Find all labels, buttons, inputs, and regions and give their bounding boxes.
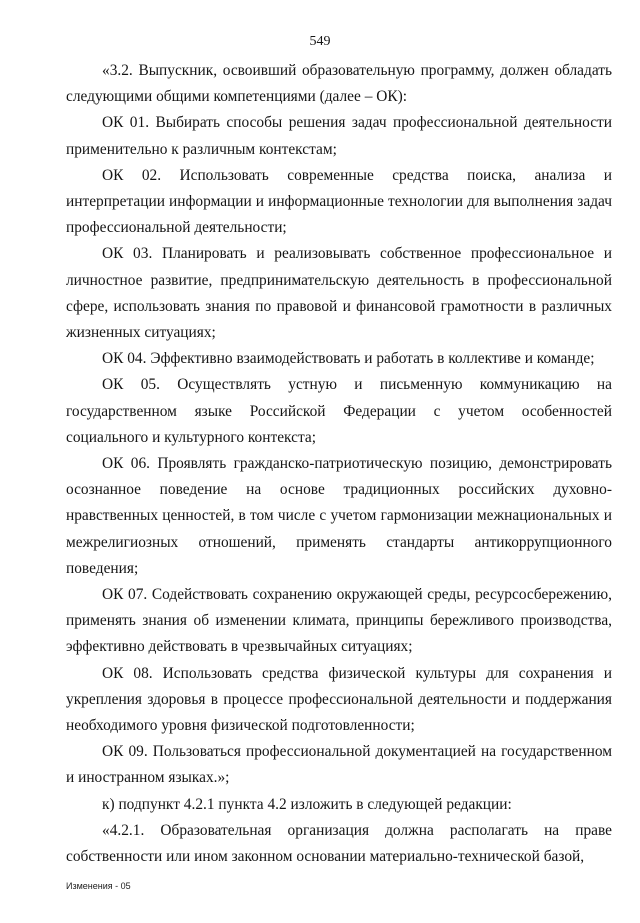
paragraph-intro: «3.2. Выпускник, освоивший образовательную программу, должен обладать следующими общими компетенциями (далее – ОК): (66, 62, 612, 106)
paragraph-ok-06: ОК 06. Проявлять гражданско-патриотическую позицию, демонстрировать осознанное поведение на основе традиционных российских духовно-нравственных ценностей, в том числе с учетом гармонизации межнациональных и межрелигиозных отношений, применять стандарты антикоррупционного поведения; (66, 455, 612, 577)
paragraph-ok-05: ОК 05. Осуществлять устную и письменную коммуникацию на государственном языке Российской Федерации с учетом особенностей социального и культурного контекста; (66, 376, 612, 446)
paragraph-4-2-1: «4.2.1. Образовательная организация должна располагать на праве собственности или ином законном основании материально-технической базой, (66, 821, 612, 866)
paragraph-subitem-k: к) подпункт 4.2.1 пункта 4.2 изложить в следующей редакции: (102, 795, 512, 813)
paragraph-ok-07: ОК 07. Содействовать сохранению окружающей среды, ресурсосбережению, применять знания об изменении климата, принципы бережливого производства, эффективно действовать в чрезвычайных ситуациях; (66, 586, 612, 656)
paragraph-ok-08: ОК 08. Использовать средства физической культуры для сохранения и укрепления здоровья в процессе профессиональной деятельности и поддержания необходимого уровня физической подготовленности; (66, 664, 612, 735)
paragraph-ok-09: ОК 09. Пользоваться профессиональной документацией на государственном и иностранном языках.»; (66, 743, 612, 787)
page-number: 549 (309, 34, 331, 49)
paragraph-ok-02: ОК 02. Использовать современные средства поиска, анализа и интерпретации информации и информационные технологии для выполнения задач профессиональной деятельности; (66, 166, 612, 237)
paragraph-ok-03: ОК 03. Планировать и реализовывать собственное профессиональное и личностное развитие, предпринимательскую деятельность в профессиональной сфере, использовать знания по правовой и финансовой грамотности в различных жизненных ситуациях; (66, 245, 612, 342)
footer-note: Изменения - 05 (66, 881, 131, 891)
paragraph-ok-01: ОК 01. Выбирать способы решения задач профессиональной деятельности применительно к различным контекстам; (66, 114, 612, 158)
document-body (66, 58, 612, 870)
paragraph-ok-04: ОК 04. Эффективно взаимодействовать и работать в коллективе и команде; (102, 350, 595, 368)
